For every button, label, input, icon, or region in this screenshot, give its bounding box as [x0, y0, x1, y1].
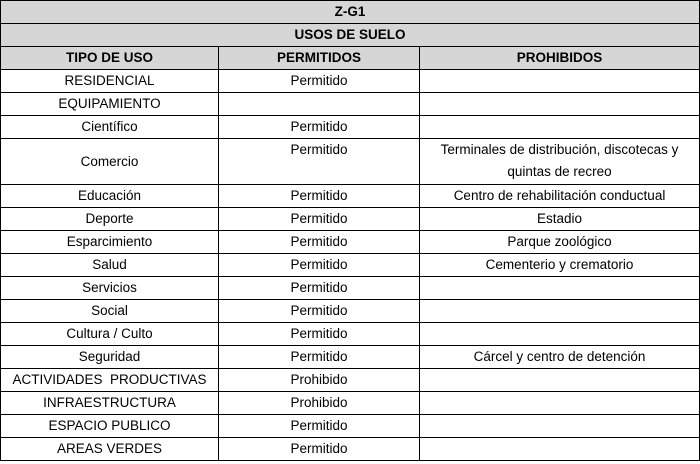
cell-prohibidos [420, 300, 700, 323]
cell-prohibidos [420, 277, 700, 300]
header-prohibidos: PROHIBIDOS [420, 47, 700, 70]
cell-tipo: RESIDENCIAL [1, 70, 219, 93]
table-subtitle: USOS DE SUELO [1, 24, 700, 47]
header-row [1, 47, 700, 70]
table-row [1, 208, 700, 231]
cell-prohibidos [420, 116, 700, 139]
table-row [1, 254, 700, 277]
cell-tipo: Esparcimiento [1, 231, 219, 254]
table-row [1, 415, 700, 438]
cell-permitidos: Prohibido [219, 369, 420, 392]
cell-permitidos: Permitido [219, 208, 420, 231]
cell-permitidos: Permitido [219, 438, 420, 461]
cell-prohibidos: Cementerio y crematorio [420, 254, 700, 277]
cell-tipo: Social [1, 300, 219, 323]
table-row [1, 369, 700, 392]
cell-prohibidos [420, 438, 700, 461]
cell-permitidos: Permitido [219, 415, 420, 438]
cell-tipo: INFRAESTRUCTURA [1, 392, 219, 415]
subtitle-row [1, 24, 700, 47]
header-permitidos: PERMITIDOS [219, 47, 420, 70]
table-row [1, 70, 700, 93]
table-row [1, 277, 700, 300]
cell-permitidos: Permitido [219, 70, 420, 93]
table-row [1, 185, 700, 208]
table-row [1, 323, 700, 346]
cell-permitidos [219, 93, 420, 116]
cell-tipo: Educación [1, 185, 219, 208]
header-tipo-de-uso: TIPO DE USO [1, 47, 219, 70]
table-row [1, 93, 700, 116]
cell-prohibidos: Terminales de distribución, discotecas y quintas de recreo [420, 139, 700, 185]
cell-prohibidos [420, 392, 700, 415]
cell-prohibidos [420, 323, 700, 346]
cell-permitidos: Permitido [219, 254, 420, 277]
cell-permitidos: Permitido [219, 323, 420, 346]
cell-prohibidos: Parque zoológico [420, 231, 700, 254]
cell-tipo: ESPACIO PUBLICO [1, 415, 219, 438]
cell-prohibidos [420, 369, 700, 392]
cell-prohibidos [420, 70, 700, 93]
cell-permitidos: Permitido [219, 346, 420, 369]
cell-permitidos: Permitido [219, 300, 420, 323]
cell-permitidos: Prohibido [219, 392, 420, 415]
table-row [1, 231, 700, 254]
cell-permitidos: Permitido [219, 116, 420, 139]
cell-tipo: ACTIVIDADES PRODUCTIVAS [1, 369, 219, 392]
cell-tipo: Seguridad [1, 346, 219, 369]
cell-tipo: Servicios [1, 277, 219, 300]
cell-tipo: Cultura / Culto [1, 323, 219, 346]
cell-prohibidos: Estadio [420, 208, 700, 231]
table-row [1, 438, 700, 461]
title-row [1, 1, 700, 24]
cell-tipo: Deporte [1, 208, 219, 231]
cell-tipo: AREAS VERDES [1, 438, 219, 461]
table-row [1, 300, 700, 323]
cell-permitidos: Permitido [219, 185, 420, 208]
zone-title: Z-G1 [1, 1, 700, 24]
cell-tipo: Salud [1, 254, 219, 277]
cell-prohibidos: Cárcel y centro de detención [420, 346, 700, 369]
cell-prohibidos [420, 415, 700, 438]
cell-permitidos: Permitido [219, 139, 420, 185]
cell-prohibidos: Centro de rehabilitación conductual [420, 185, 700, 208]
table-row [1, 346, 700, 369]
cell-permitidos: Permitido [219, 231, 420, 254]
cell-tipo: Comercio [1, 139, 219, 185]
table-row [1, 392, 700, 415]
cell-prohibidos [420, 93, 700, 116]
cell-permitidos: Permitido [219, 277, 420, 300]
cell-tipo: EQUIPAMIENTO [1, 93, 219, 116]
cell-tipo: Científico [1, 116, 219, 139]
table-row [1, 116, 700, 139]
table-row [1, 139, 700, 185]
